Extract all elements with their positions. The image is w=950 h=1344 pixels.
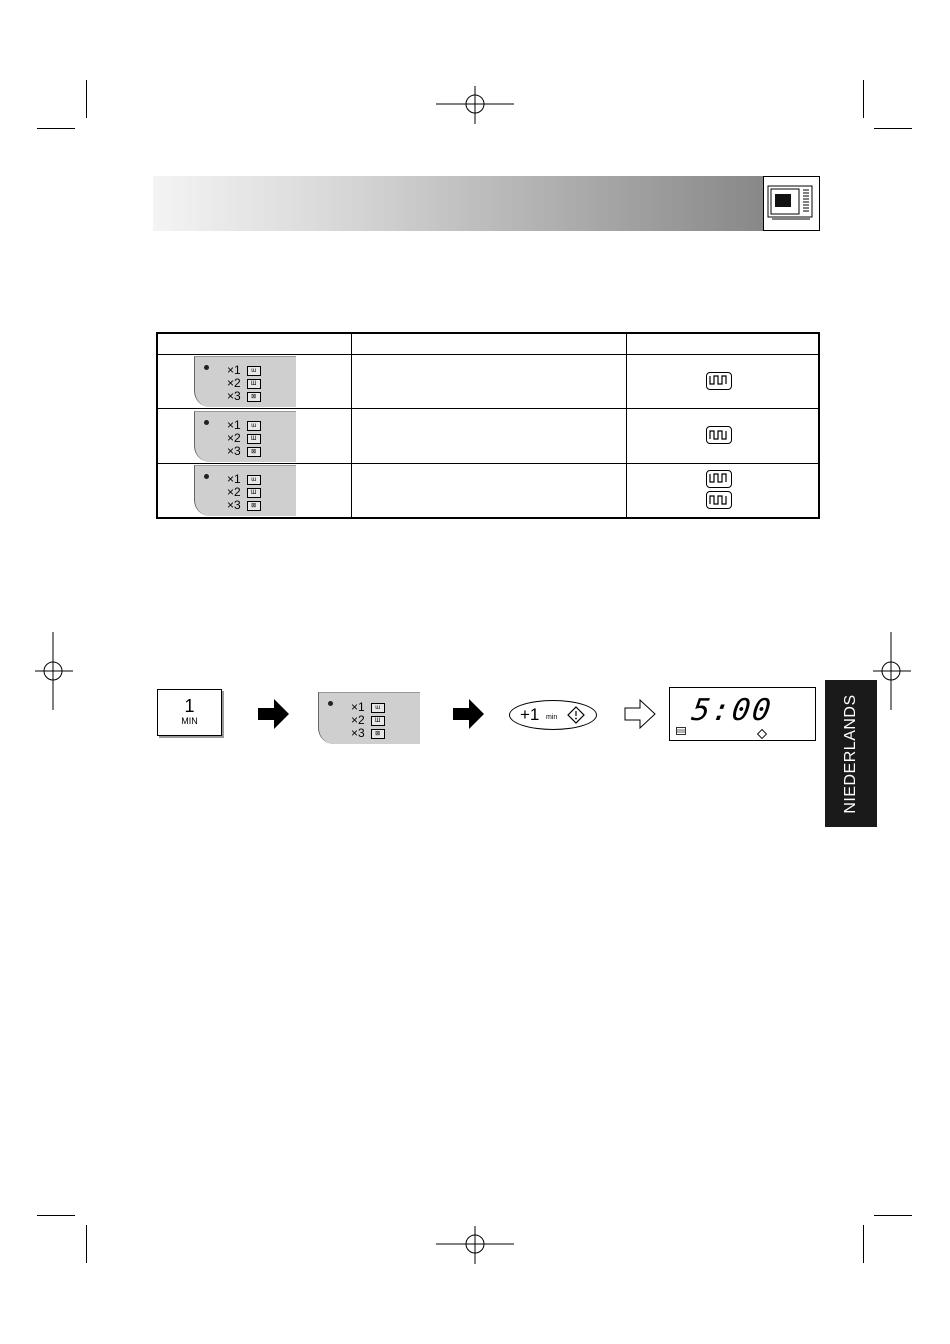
indicator-dot <box>204 474 209 479</box>
button-min-label: min <box>546 714 558 721</box>
button-unit: MIN <box>181 716 198 726</box>
button-plus-label: +1 <box>520 705 540 724</box>
bottom-grill-icon <box>706 491 732 509</box>
registration-mark-left <box>33 632 75 710</box>
microwave-icon <box>763 176 820 231</box>
language-tab <box>825 680 877 827</box>
grill-both-icon: ⊠ <box>247 501 261 511</box>
level-label: ×2 <box>227 431 241 445</box>
grill-level-panel <box>194 356 296 407</box>
grill-level-panel <box>194 411 296 462</box>
grill-mode-table <box>156 332 820 519</box>
grill-top-icon: ɯ <box>247 475 261 485</box>
registration-mark-right <box>871 632 913 710</box>
button-number: 1 <box>184 696 195 716</box>
header-band <box>153 176 763 231</box>
language-tab-label: NIEDERLANDS <box>842 693 859 814</box>
grill-indicator-icon <box>676 727 686 735</box>
grill-both-icon: ⊠ <box>247 447 261 457</box>
level-label: ×3 <box>227 498 241 512</box>
indicator-dot <box>204 420 209 425</box>
grill-top-icon: ɯ <box>247 366 261 376</box>
one-minute-button[interactable] <box>157 689 222 736</box>
grill-both-icon: ⊠ <box>247 392 261 402</box>
top-grill-icon <box>706 470 732 488</box>
level-label: ×1 <box>227 363 241 377</box>
display-time: 5:00 <box>689 693 775 728</box>
top-grill-icon <box>706 372 732 390</box>
crop-mark <box>86 1225 87 1263</box>
level-label: ×3 <box>227 444 241 458</box>
grill-bottom-icon: Ш <box>247 434 261 444</box>
grill-bottom-icon: Ш <box>371 716 385 726</box>
crop-mark <box>37 128 75 129</box>
start-icon <box>567 706 585 724</box>
bottom-grill-icon <box>706 426 732 444</box>
registration-mark-top <box>436 84 514 126</box>
grill-top-icon: ɯ <box>371 703 385 713</box>
crop-mark <box>37 1215 75 1216</box>
registration-mark-bottom <box>436 1224 514 1266</box>
crop-mark <box>863 1225 864 1263</box>
arrow-right-icon <box>453 699 485 729</box>
grill-level-panel <box>194 465 296 516</box>
indicator-dot <box>328 701 333 706</box>
level-label: ×3 <box>227 389 241 403</box>
crop-mark <box>863 80 864 118</box>
start-indicator-icon <box>757 729 767 739</box>
grill-top-icon: ɯ <box>247 421 261 431</box>
level-label: ×3 <box>351 726 365 740</box>
crop-mark <box>874 128 912 129</box>
crop-mark <box>86 80 87 118</box>
grill-bottom-icon: Ш <box>247 488 261 498</box>
level-label: ×2 <box>227 485 241 499</box>
level-label: ×1 <box>227 472 241 486</box>
indicator-dot <box>204 365 209 370</box>
level-label: ×2 <box>351 713 365 727</box>
grill-level-panel[interactable] <box>318 692 420 744</box>
outline-arrow-right-icon <box>624 699 657 729</box>
grill-both-icon: ⊠ <box>371 729 385 739</box>
level-label: ×2 <box>227 376 241 390</box>
oven-display <box>669 687 816 741</box>
grill-bottom-icon: Ш <box>247 379 261 389</box>
crop-mark <box>874 1215 912 1216</box>
arrow-right-icon <box>258 699 290 729</box>
start-plus-one-minute-button[interactable] <box>509 700 597 730</box>
level-label: ×1 <box>351 700 365 714</box>
level-label: ×1 <box>227 418 241 432</box>
